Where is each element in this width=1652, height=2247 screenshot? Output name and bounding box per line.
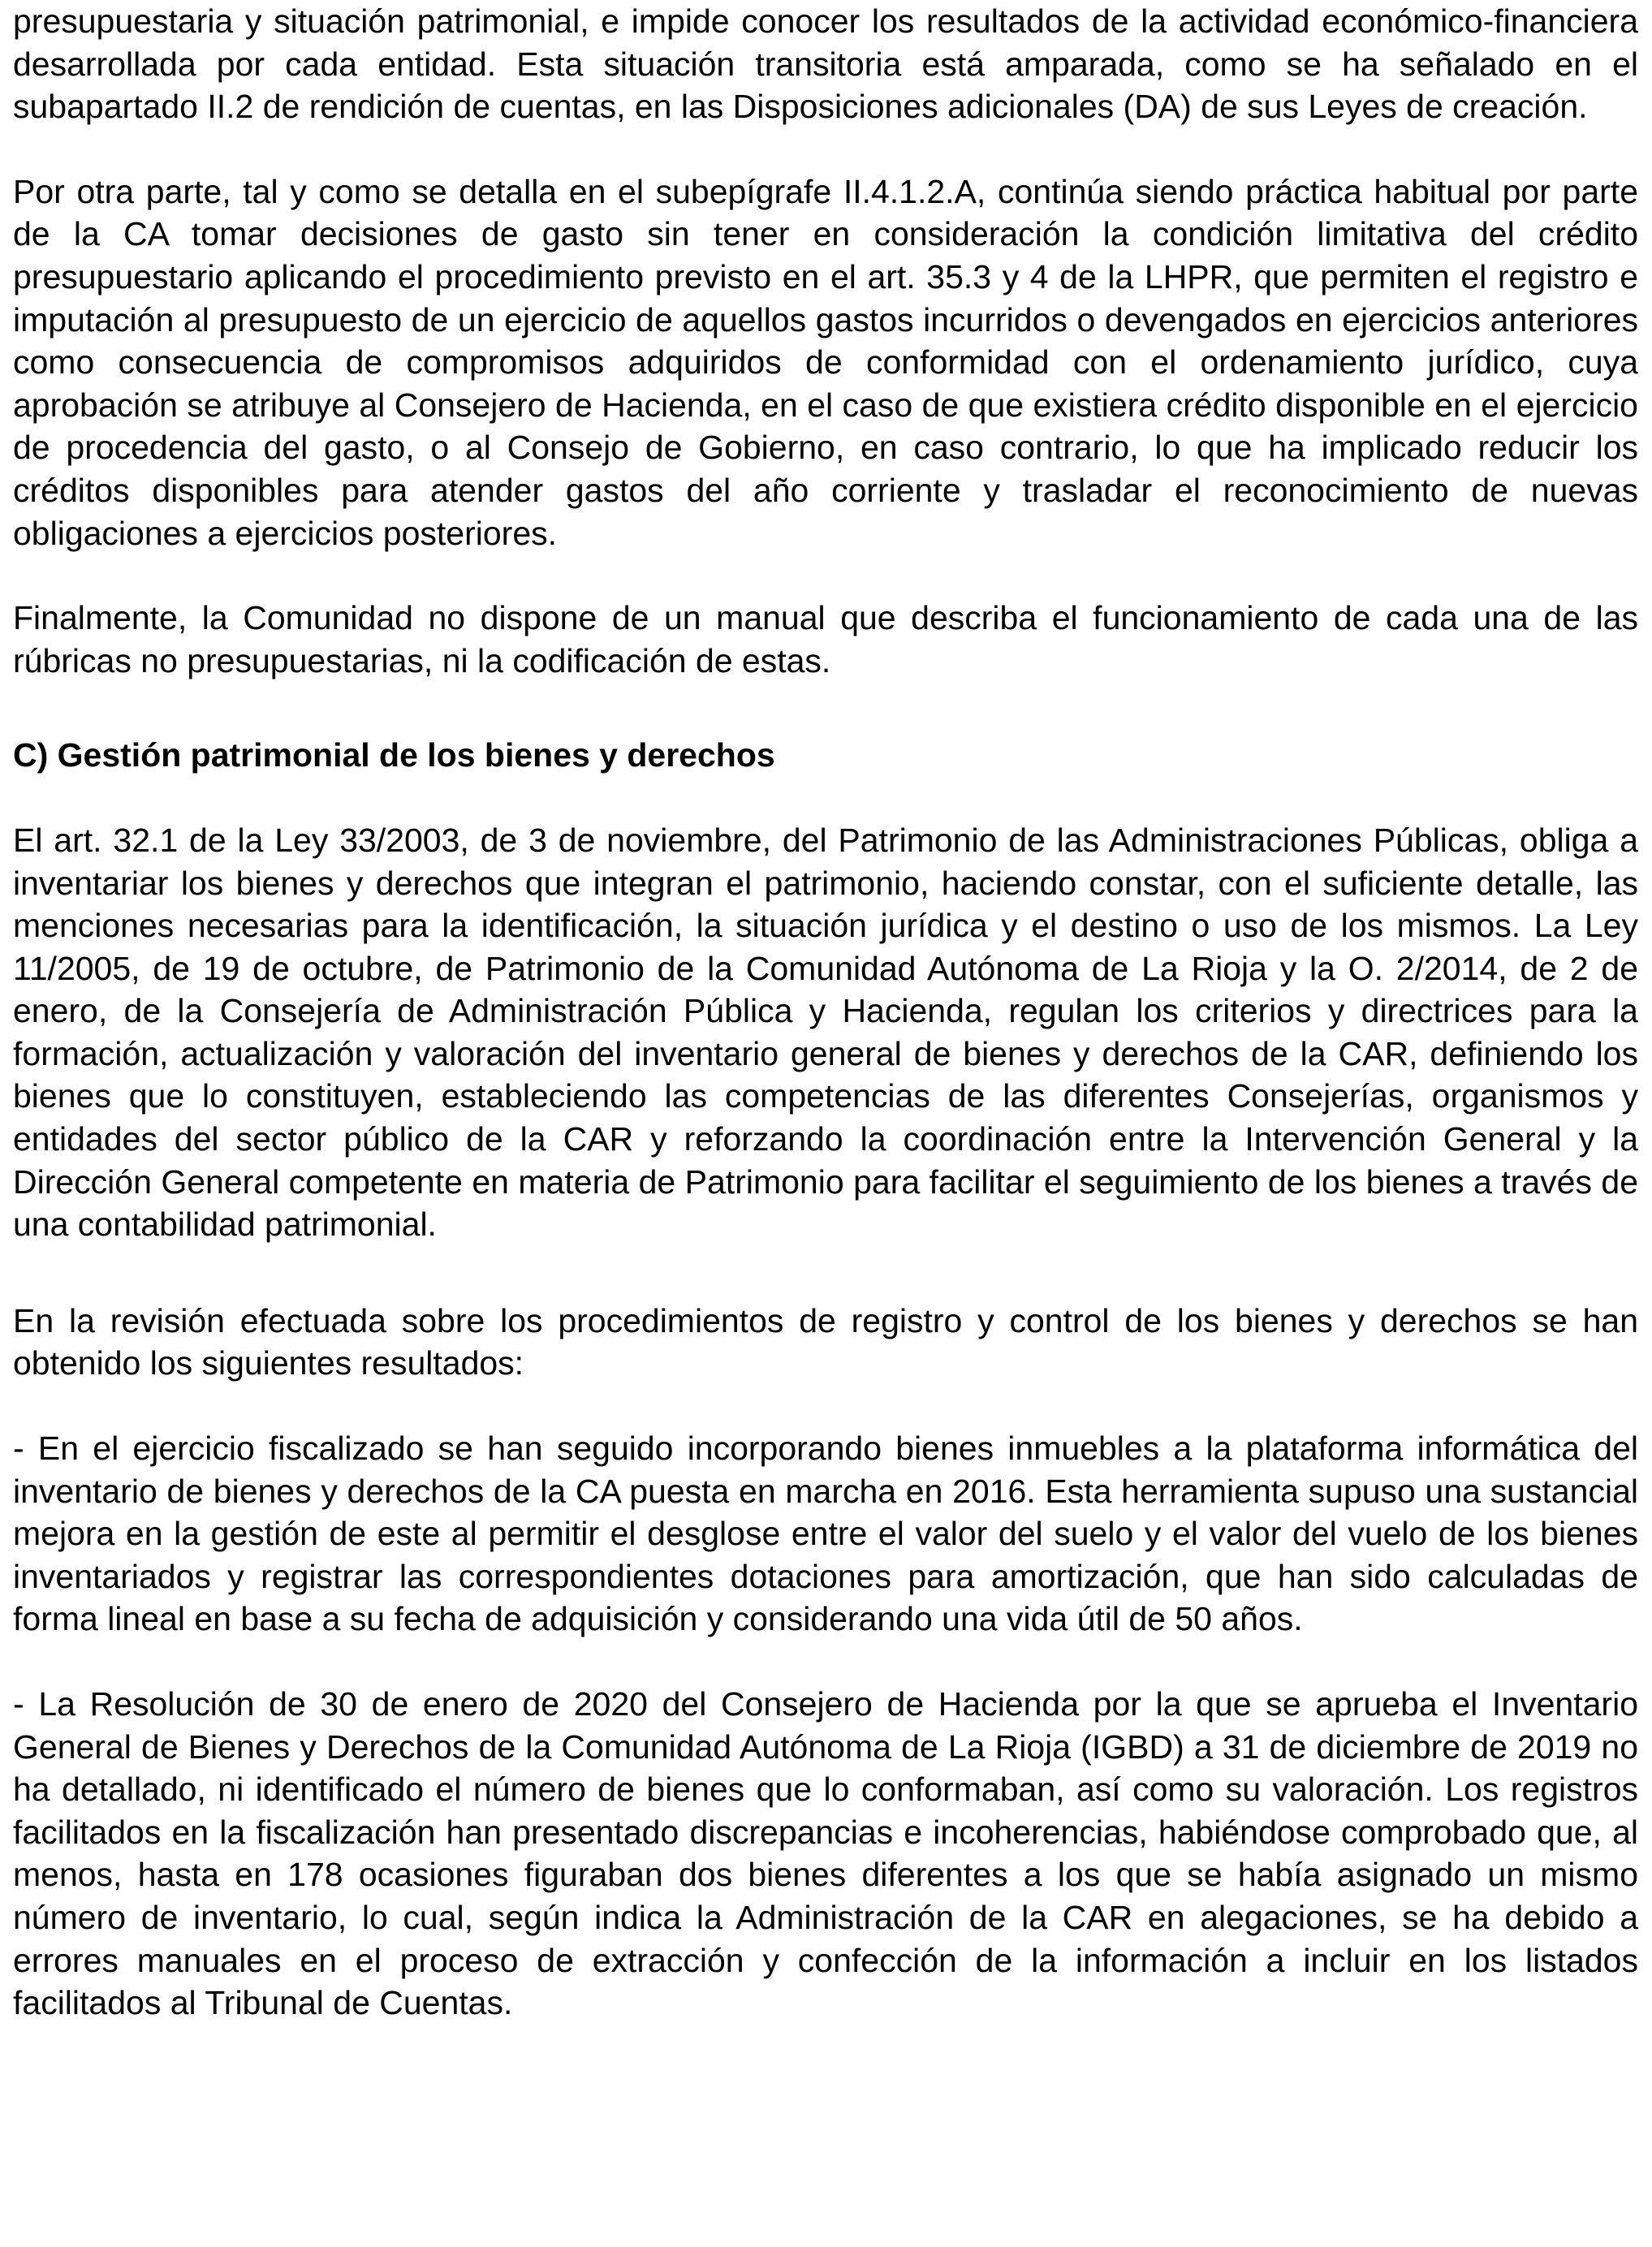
section-heading: C) Gestión patrimonial de los bienes y derechos [13, 736, 775, 774]
paragraph-continuation: presupuestaria y situación patrimonial, e impide conocer los resultados de la actividad económico-financiera desarrollada por cada entidad. Esta situación transitoria está amparada, como se ha señalado en el subapartado II.2 de rendición de cuentas, en las Disposiciones adicionales (DA) de sus Leyes de creación. [13, 2, 1638, 126]
paragraph-revision-intro: En la revisión efectuada sobre los procedimientos de registro y control de los bienes y derechos se han obtenido los siguientes resultados: [13, 1301, 1638, 1382]
list-item-plataforma: - En el ejercicio fiscalizado se han seguido incorporando bienes inmuebles a la plataforma informática del inventario de bienes y derechos de la CA puesta en marcha en 2016. Esta herramienta supuso una sustancial mejora en la gestión de este al permitir el desglose entre el valor del suelo y el valor del vuelo de los bienes inventariados y registrar las correspondientes dotaciones para amortización, que han sido calculadas de forma lineal en base a su fecha de adquisición y considerando una vida útil de 50 años. [13, 1430, 1638, 1638]
list-item-resolucion: - La Resolución de 30 de enero de 2020 del Consejero de Hacienda por la que se aprueba el Inventario General de Bienes y Derechos de la Comunidad Autónoma de La Rioja (IGBD) a 31 de diciembre de 2019 no ha detallado, ni identificado el número de bienes que lo conformaban, así como su valoración. Los registros facilitados en la fiscalización han presentado discrepancias e incoherencias, habiéndose comprobado que, al menos, hasta en 178 ocasiones figuraban dos bienes diferentes a los que se había asignado un mismo número de inventario, lo cual, según indica la Administración de la CAR en alegaciones, se ha debido a errores manuales en el proceso de extracción y confección de la información a incluir en los listados facilitados al Tribunal de Cuentas. [13, 1685, 1638, 2022]
document-page [13, 0, 1638, 2025]
paragraph-manual: Finalmente, la Comunidad no dispone de un manual que describa el funcionamiento de cada una de las rúbricas no presupuestarias, ni la codificación de estas. [13, 599, 1638, 679]
paragraph-ley-patrimonio: El art. 32.1 de la Ley 33/2003, de 3 de noviembre, del Patrimonio de las Administraciones Públicas, obliga a inventariar los bienes y derechos que integran el patrimonio, haciendo constar, con el suficiente detalle, las menciones necesarias para la identificación, la situación jurídica y el destino o uso de los mismos. La Ley 11/2005, de 19 de octubre, de Patrimonio de la Comunidad Autónoma de La Rioja y la O. 2/2014, de 2 de enero, de la Consejería de Administración Pública y Hacienda, regulan los criterios y directrices para la formación, actualización y valoración del inventario general de bienes y derechos de la CAR, definiendo los bienes que lo constituyen, estableciendo las competencias de las diferentes Consejerías, organismos y entidades del sector público de la CAR y reforzando la coordinación entre la Intervención General y la Dirección General competente en materia de Patrimonio para facilitar el seguimiento de los bienes a través de una contabilidad patrimonial. [13, 821, 1638, 1244]
paragraph-gasto-decisions: Por otra parte, tal y como se detalla en el subepígrafe II.4.1.2.A, continúa siendo práctica habitual por parte de la CA tomar decisiones de gasto sin tener en consideración la condición limitativa del crédito presupuestario aplicando el procedimiento previsto en el art. 35.3 y 4 de la LHPR, que permiten el registro e imputación al presupuesto de un ejercicio de aquellos gastos incurridos o devengados en ejercicios anteriores como consecuencia de compromisos adquiridos de conformidad con el ordenamiento jurídico, cuya aprobación se atribuye al Consejero de Hacienda, en el caso de que existiera crédito disponible en el ejercicio de procedencia del gasto, o al Consejo de Gobierno, en caso contrario, lo que ha implicado reducir los créditos disponibles para atender gastos del año corriente y trasladar el reconocimiento de nuevas obligaciones a ejercicios posteriores. [13, 172, 1638, 552]
